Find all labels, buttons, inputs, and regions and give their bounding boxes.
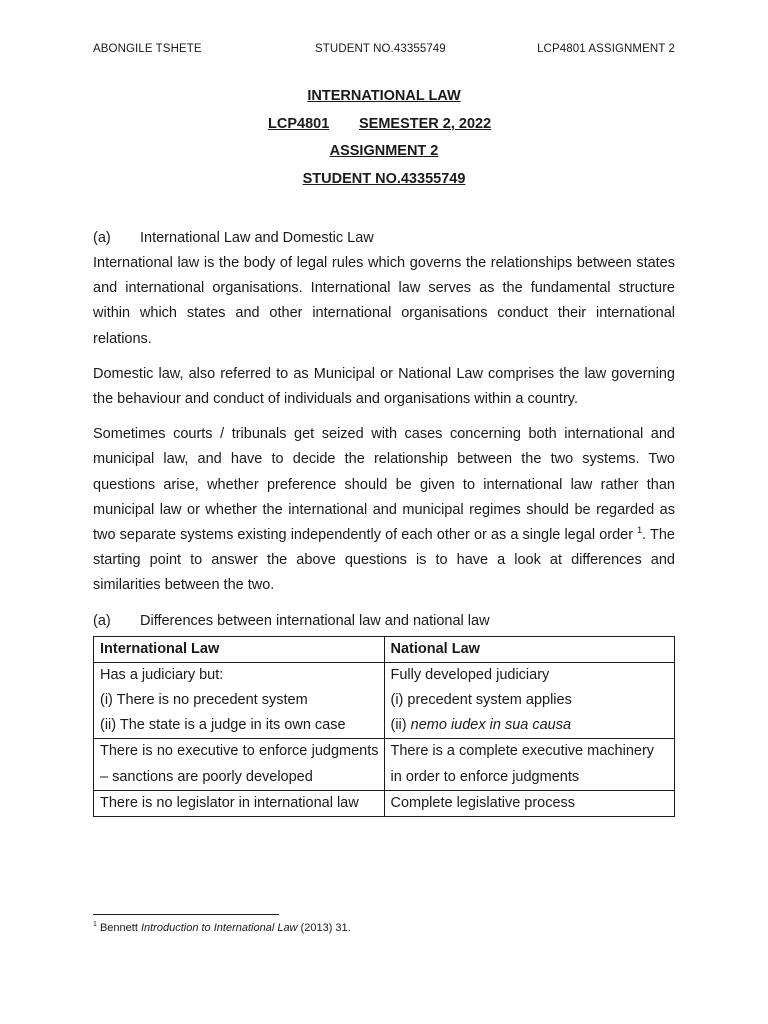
table-cell bbox=[94, 662, 385, 739]
table-cell: Complete legislative process bbox=[384, 790, 675, 816]
cell-line: Fully developed judiciary bbox=[390, 666, 550, 683]
latin-maxim: nemo iudex in sua causa bbox=[410, 717, 572, 734]
cell-line: (i) There is no precedent system bbox=[100, 692, 308, 709]
column-header-international-law: International Law bbox=[94, 636, 385, 662]
paragraph-text: Sometimes courts / tribunals get seized with cases concerning both international and municipal law, and have to decide the relationship between the two systems. Two questions arise, whether preference should be given to international law rather than municipal law or whether the international and municipal regimes should be regarded as two separate systems existing independently of each other or as a single legal order bbox=[93, 426, 675, 544]
title-student-number: STUDENT NO.43355749 bbox=[302, 170, 466, 187]
section-label: (a) bbox=[93, 612, 111, 629]
cell-prefix: (ii) bbox=[390, 717, 411, 734]
paragraph-domestic-law: Domestic law, also referred to as Municipal or National Law comprises the law governing the behaviour and conduct of individuals and organisations within a country. bbox=[93, 365, 675, 408]
cell-line: (ii) The state is a judge in its own case bbox=[100, 717, 346, 734]
table-cell bbox=[384, 662, 675, 739]
table-header-row bbox=[94, 636, 675, 662]
footnote bbox=[93, 920, 351, 936]
title-course-semester bbox=[0, 115, 768, 143]
title-assignment: ASSIGNMENT 2 bbox=[329, 143, 439, 159]
section-heading-differences bbox=[93, 609, 675, 634]
table-row bbox=[94, 790, 675, 816]
header-student-number: STUDENT NO.43355749 bbox=[315, 43, 446, 55]
footnote-author: Bennett bbox=[99, 922, 141, 934]
table-cell: There is a complete executive machinery in order to enforce judgments bbox=[384, 739, 675, 790]
title-international-law: INTERNATIONAL LAW bbox=[307, 88, 461, 104]
footnote-separator bbox=[93, 914, 279, 915]
title-block bbox=[0, 87, 768, 197]
section-label: (a) bbox=[93, 230, 111, 246]
footnote-details: (2013) 31. bbox=[297, 922, 351, 934]
section-heading-a bbox=[93, 226, 675, 251]
cell-line bbox=[391, 713, 670, 738]
cell-line: (i) precedent system applies bbox=[390, 692, 572, 709]
footnote-number: 1 bbox=[93, 921, 97, 928]
header-assignment: LCP4801 ASSIGNMENT 2 bbox=[537, 43, 675, 55]
section-title: International Law and Domestic Law bbox=[140, 230, 374, 246]
header-author: ABONGILE TSHETE bbox=[93, 43, 202, 55]
differences-table bbox=[93, 636, 675, 817]
column-header-national-law: National Law bbox=[384, 636, 675, 662]
paragraph-international-law: International law is the body of legal rules which governs the relationships between states and international organisations. International law serves as the fundamental structure within which states and other international organisations conduct their international relations. bbox=[93, 255, 675, 347]
paragraph-relationship bbox=[93, 422, 675, 598]
document-body bbox=[93, 226, 675, 817]
table-cell: There is no legislator in international law bbox=[94, 790, 385, 816]
table-cell: There is no executive to enforce judgments – sanctions are poorly developed bbox=[94, 739, 385, 790]
paragraph-text-continued: . The starting point to answer the above questions is to have a look at differences and similarities between the two. bbox=[93, 527, 675, 594]
title-semester: SEMESTER 2, 2022 bbox=[359, 115, 492, 132]
title-course-code: LCP4801 bbox=[268, 115, 330, 132]
footnote-title: Introduction to International Law bbox=[140, 922, 298, 934]
footnote-reference[interactable]: 1 bbox=[637, 525, 643, 536]
table-row bbox=[94, 739, 675, 790]
cell-line: Has a judiciary but: bbox=[100, 666, 224, 683]
section-title: Differences between international law and national law bbox=[140, 612, 490, 629]
table-row bbox=[94, 662, 675, 739]
